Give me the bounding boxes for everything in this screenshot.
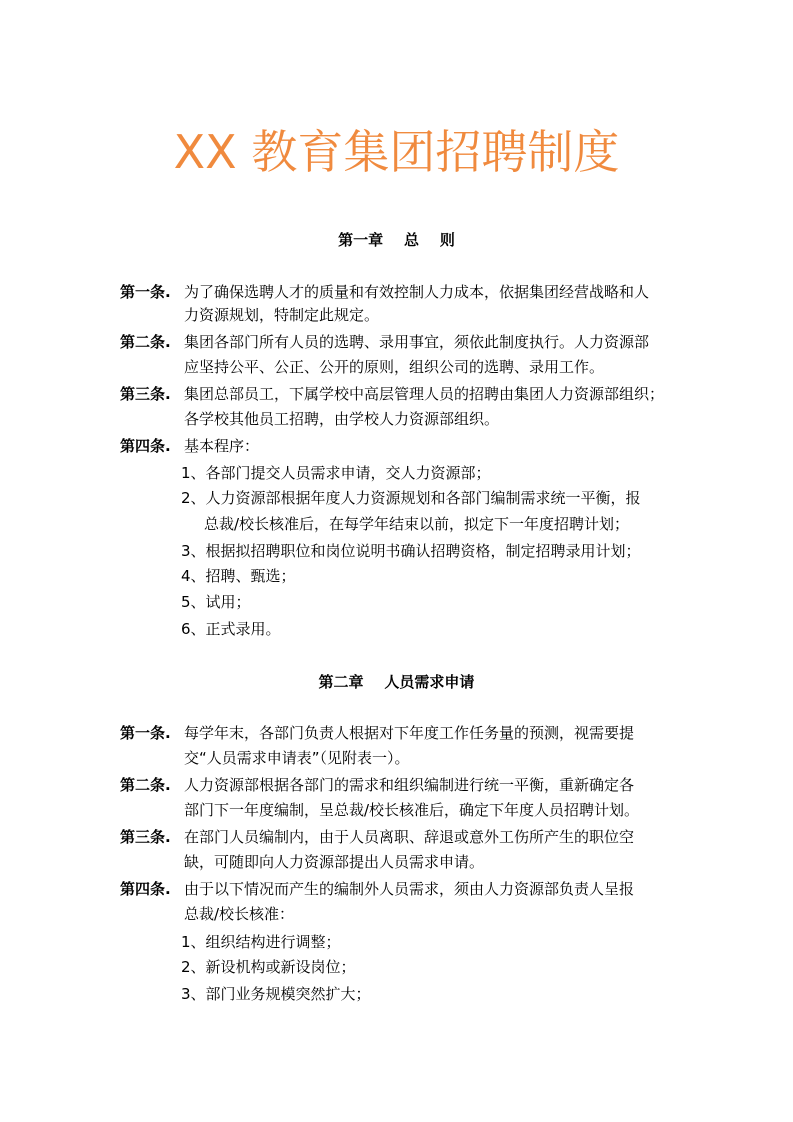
list-item: 1、各部门提交人员需求申请，交人力资源部；	[181, 464, 491, 482]
article-text-line: 集团总部员工，下属学校中高层管理人员的招聘由集团人力资源部组织；	[184, 385, 665, 403]
article-label: 第一条.	[120, 283, 171, 301]
article-text-line: 在部门人员编制内，由于人员离职、辞退或意外工伤所产生的职位空	[184, 828, 635, 846]
list-item: 1、组织结构进行调整；	[181, 933, 341, 951]
article-label: 第二条.	[120, 776, 171, 794]
article-label: 第四条.	[120, 880, 171, 898]
chapter-1-heading: 第一章 总 则	[338, 231, 455, 249]
article-label: 第三条.	[120, 828, 171, 846]
article-text-line: 每学年末，各部门负责人根据对下年度工作任务量的预测，视需要提	[184, 724, 635, 742]
article-text-line: 总裁/校长核准：	[184, 905, 295, 923]
list-item: 3、部门业务规模突然扩大；	[181, 985, 371, 1003]
document-title: XX 教育集团招聘制度	[173, 125, 620, 179]
article-text-line: 交“人员需求申请表”（见附表一）。	[184, 749, 410, 767]
article-text-line: 基本程序：	[184, 437, 260, 455]
list-item: 2、人力资源部根据年度人力资源规划和各部门编制需求统一平衡，报	[181, 489, 641, 507]
article-label: 第四条.	[120, 437, 171, 455]
list-item: 6、正式录用。	[181, 620, 281, 638]
article-label: 第二条.	[120, 333, 171, 351]
list-item: 3、根据拟招聘职位和岗位说明书确认招聘资格，制定招聘录用计划；	[181, 542, 641, 560]
article-label: 第一条.	[120, 724, 171, 742]
article-text-line: 缺，可随即向人力资源部提出人员需求申请。	[184, 853, 485, 871]
list-item: 5、试用；	[181, 593, 251, 611]
article-text-line: 为了确保选聘人才的质量和有效控制人力成本，依据集团经营战略和人	[184, 283, 650, 301]
article-text-line: 集团各部门所有人员的选聘、录用事宜，须依此制度执行。人力资源部	[184, 333, 650, 351]
article-text-line: 各学校其他员工招聘，由学校人力资源部组织。	[184, 410, 500, 428]
article-text-line: 由于以下情况而产生的编制外人员需求，须由人力资源部负责人呈报	[184, 880, 635, 898]
list-item: 4、招聘、甄选；	[181, 567, 296, 585]
list-item-continuation: 总裁/校长核准后，在每学年结束以前，拟定下一年度招聘计划；	[204, 515, 630, 533]
article-text-line: 力资源规划，特制定此规定。	[184, 306, 380, 324]
article-text-line: 部门下一年度编制，呈总裁/校长核准后，确定下年度人员招聘计划。	[184, 801, 640, 819]
article-label: 第三条.	[120, 385, 171, 403]
article-text-line: 应坚持公平、公正、公开的原则，组织公司的选聘、录用工作。	[184, 358, 605, 376]
article-text-line: 人力资源部根据各部门的需求和组织编制进行统一平衡，重新确定各	[184, 776, 635, 794]
list-item: 2、新设机构或新设岗位；	[181, 958, 356, 976]
chapter-2-heading: 第二章 人员需求申请	[318, 673, 475, 691]
